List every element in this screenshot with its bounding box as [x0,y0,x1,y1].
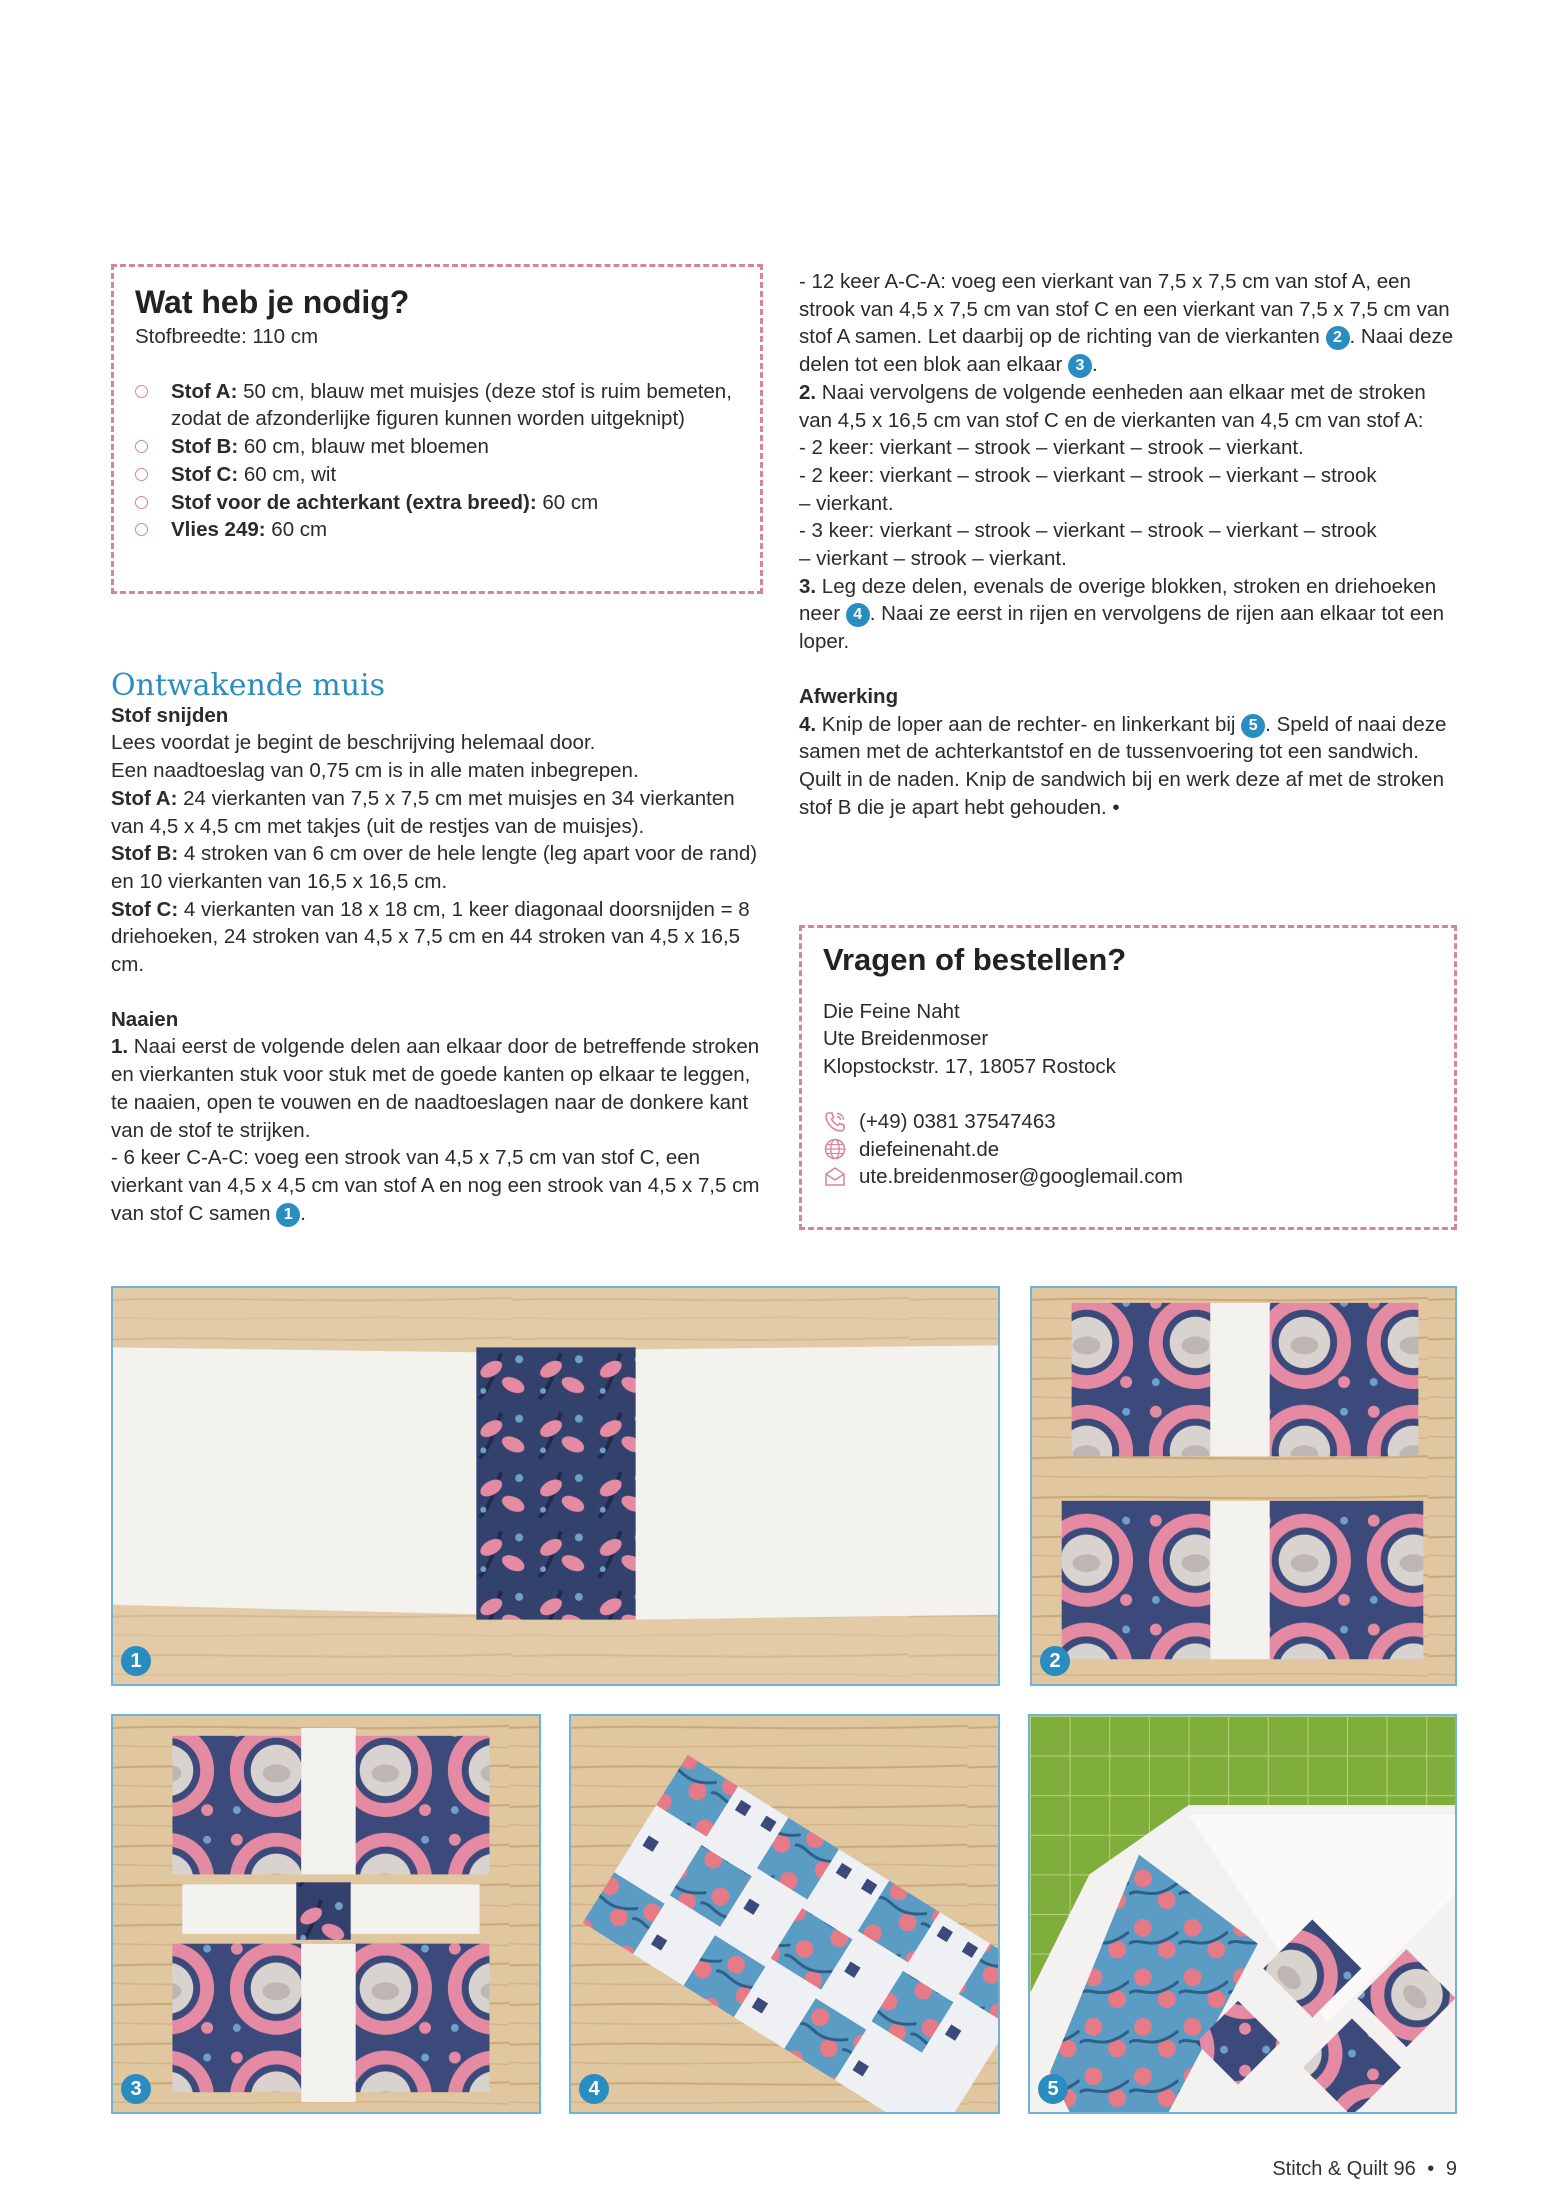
photo-badge: 1 [121,1646,151,1676]
contact-email[interactable]: ute.breidenmoser@googlemail.com [859,1165,1183,1189]
cut-stof-b: Stof B: 4 stroken van 6 cm over de hele lengte (leg apart voor de rand) en 10 vierkanten van 16,5 x 16,5 cm. [111,842,758,893]
cut-intro-2: Een naadtoeslag van 0,75 cm is in alle maten inbegrepen. [111,759,639,783]
photo-step-5 [1028,1714,1457,2114]
photo-4-image [571,1716,998,2112]
cut-stof-c: Stof C: 4 vierkanten van 18 x 18 cm, 1 keer diagonaal doorsnijden = 8 driehoeken, 24 stroken van 4,5 x 7,5 cm en 44 stroken van 4,5 x 16,5 cm. [111,897,750,977]
contact-phone-row [823,1108,1433,1136]
photo-ref-badge: 5 [1241,714,1265,738]
contact-address: Klopstockstr. 17, 18057 Rostock [823,1055,1116,1079]
photo-step-4 [569,1714,1000,2114]
contact-phone[interactable]: (+49) 0381 37547463 [859,1109,1056,1133]
materials-title: Wat heb je nodig? [135,284,410,320]
list-item: Stof B: 60 cm, blauw met bloemen [135,433,745,461]
list-item: Stof voor de achterkant (extra breed): 60 cm [135,489,745,517]
list-item: Vlies 249: 60 cm [135,516,745,544]
bullet-circle-icon [135,385,148,398]
contact-company: Die Feine Naht [823,999,960,1023]
photo-3-image [113,1716,539,2112]
bullet-circle-icon [135,523,148,536]
bullet-circle-icon [135,440,148,453]
cut-heading: Stof snijden [111,703,229,727]
step-1-aca: - 12 keer A-C-A: voeg een vierkant van 7,5 x 7,5 cm van stof A, een strook van 4,5 x 7,5 cm van stof C en een vierkant van 7,5 x 7,5 cm van stof A samen. Let daarbij op de richting van de vierkanten 2 . Naai deze delen tot een blok aan elkaar 3 . [799,270,1454,377]
article-title: Ontwakende muis [111,668,386,703]
photo-badge: 3 [121,2074,151,2104]
step-2-line-3: - 3 keer: vierkant – strook – vierkant – strook – vierkant – strook – vierkant – strook – vierkant. [799,519,1377,571]
step-2-line-1: - 2 keer: vierkant – strook – vierkant – strook – vierkant. [799,436,1304,460]
article-left-column [111,668,771,1227]
contact-title: Vragen of bestellen? [823,942,1127,977]
footer-page-number: 9 [1445,2158,1457,2180]
footer-bullet: • [1427,2158,1435,2180]
bullet-circle-icon [135,468,148,481]
step-1: 1. Naai eerst de volgende delen aan elkaar door de betreffende stroken en vierkanten stuk voor stuk met de goede kanten op elkaar te leggen, te naaien, open te vouwen en de naadtoeslagen naar de donkere kant van de stof te strijken. [111,1035,760,1142]
list-item: Stof C: 60 cm, wit [135,461,745,489]
photo-step-3 [111,1714,541,2114]
step-2: 2. Naai vervolgens de volgende eenheden aan elkaar met de stroken van 4,5 x 16,5 cm van stof C en de vierkanten van 4,5 cm van stof A: [799,380,1426,432]
materials-list [135,378,745,544]
photo-ref-badge: 2 [1326,326,1350,350]
photo-step-2 [1030,1286,1457,1686]
photo-5-image [1030,1716,1455,2112]
step-2-line-2: - 2 keer: vierkant – strook – vierkant – strook – vierkant – strook – vierkant. [799,463,1377,515]
footer-magazine: Stitch & Quilt 96 [1272,2158,1416,2180]
bullet-circle-icon [135,496,148,509]
photo-2-image [1032,1288,1455,1684]
photo-ref-badge: 1 [276,1203,300,1227]
step-3: 3. Leg deze delen, evenals de overige blokken, stroken en driehoeken neer 4 . Naai ze eerst in rijen en vervolgens de rijen aan elkaar tot een loper. [799,574,1445,654]
article-right-column [799,268,1459,821]
photo-badge: 4 [579,2074,609,2104]
contact-website-row [823,1136,1433,1164]
contact-content [823,942,1433,1191]
sew-heading: Naaien [111,1007,179,1031]
finish-heading: Afwerking [799,684,899,708]
phone-icon [823,1110,847,1134]
photo-badge: 5 [1038,2074,1068,2104]
cut-intro-1: Lees voordat je begint de beschrijving helemaal door. [111,731,596,755]
envelope-icon [823,1165,847,1189]
photo-ref-badge: 3 [1068,354,1092,378]
photo-ref-badge: 4 [846,603,870,627]
materials-content [135,284,745,544]
fabric-width: Stofbreedte: 110 cm [135,325,319,348]
photo-1-image [113,1288,998,1684]
step-1-cac: - 6 keer C-A-C: voeg een strook van 4,5 x 7,5 cm van stof C, een vierkant van 4,5 x 4,5 cm van stof A en nog een strook van 4,5 x 7,5 cm van stof C samen 1 . [111,1146,760,1225]
cut-stof-a: Stof A: 24 vierkanten van 7,5 x 7,5 cm met muisjes en 34 vierkanten van 4,5 x 4,5 cm met takjes (uit de restjes van de muisjes). [111,786,735,838]
photo-badge: 2 [1040,1646,1070,1676]
contact-website[interactable]: diefeinenaht.de [859,1137,1000,1161]
globe-icon [823,1137,847,1161]
list-item: Stof A: 50 cm, blauw met muisjes (deze stof is ruim bemeten, zodat de afzonderlijke figuren kunnen worden uitgeknipt) [135,378,745,433]
contact-person: Ute Breidenmoser [823,1027,989,1051]
photo-step-1 [111,1286,1000,1686]
contact-email-row [823,1163,1433,1191]
step-4: 4. Knip de loper aan de rechter- en linkerkant bij 5 . Speld of naai deze samen met de achterkantstof en de tussenvoering tot een sandwich. Quilt in de naden. Knip de sandwich bij en werk deze af met de stroken stof B die je apart hebt gehouden. • [799,712,1447,819]
page-footer [1272,2158,1457,2181]
